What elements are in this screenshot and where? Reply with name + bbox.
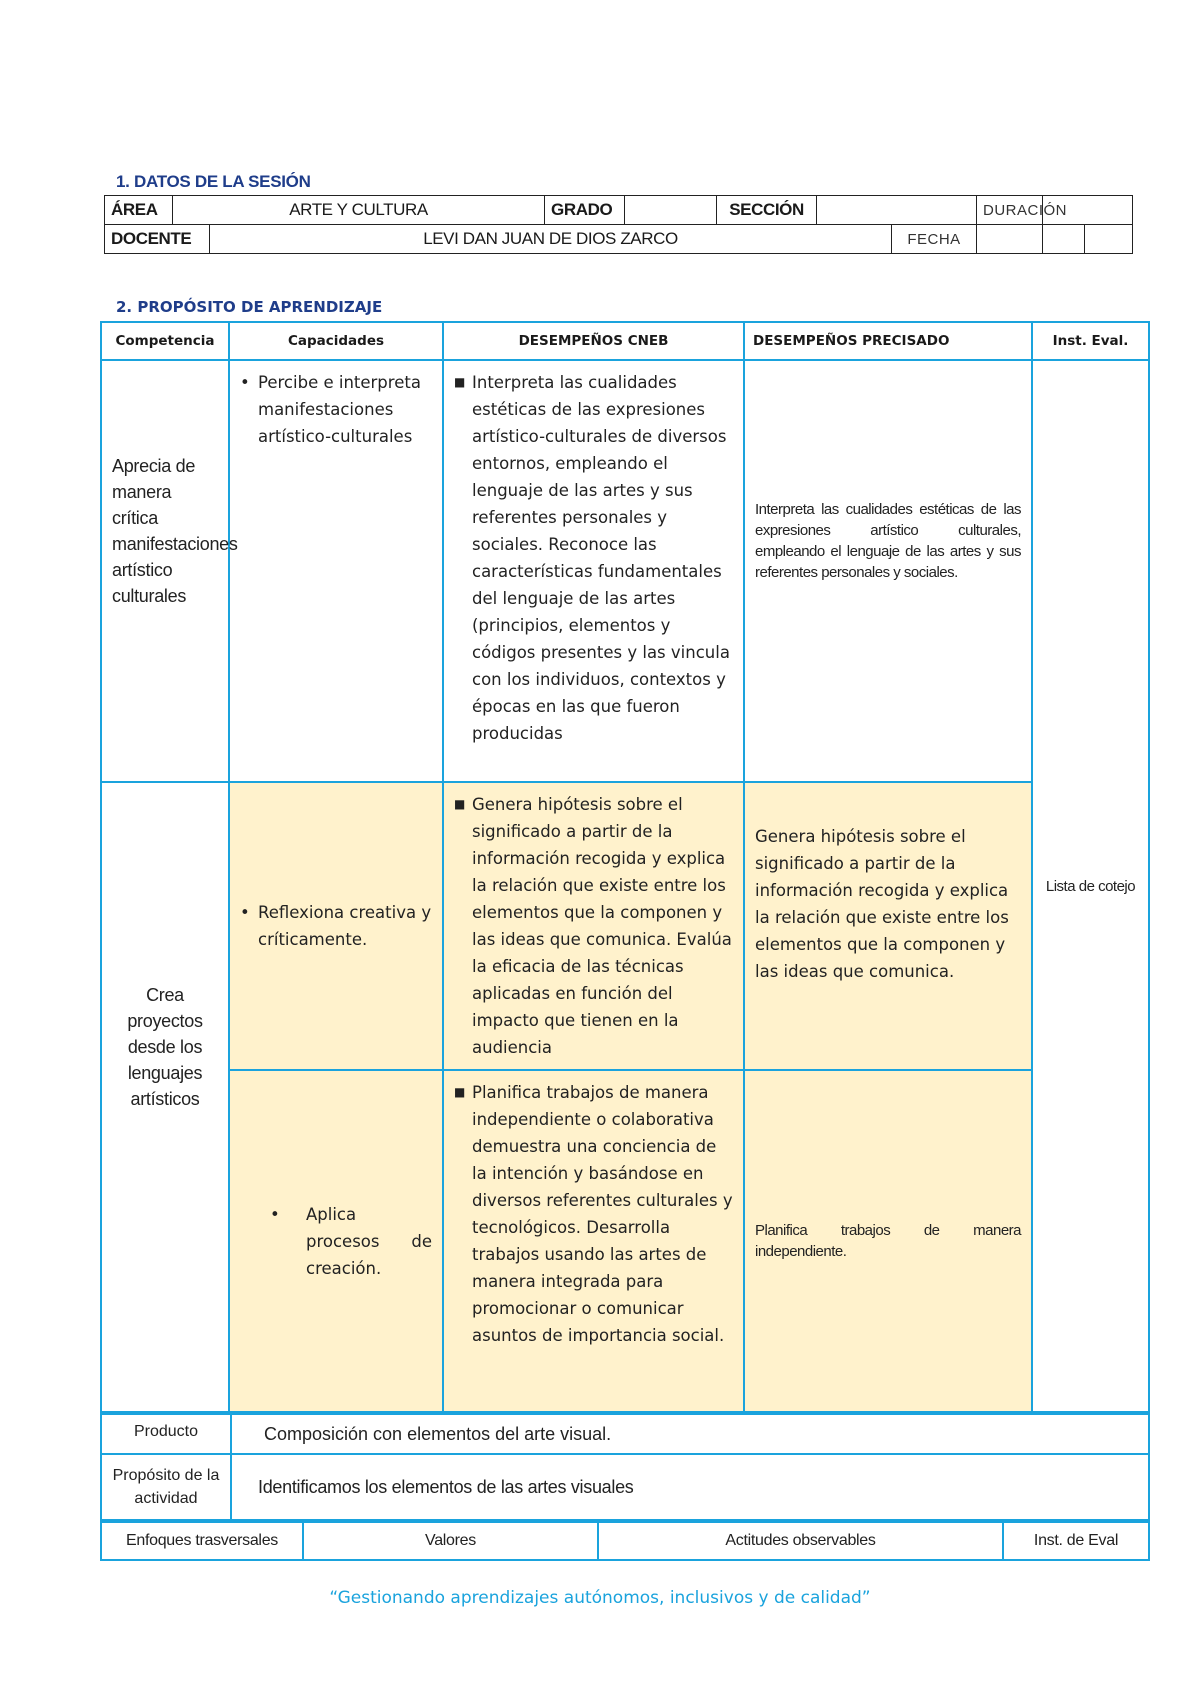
proposito-table <box>100 321 1150 1413</box>
precisado-cell: Interpreta las cualidades estéticas de las expresiones artístico culturales, empleando el lenguaje de las artes y sus referentes personales y sociales. <box>744 360 1032 782</box>
competencia-cell: Crea proyectos desde los lenguajes artísticos <box>101 782 229 1412</box>
seccion-value <box>817 196 977 225</box>
header-capacidades: Capacidades <box>229 322 443 360</box>
header-cneb: DESEMPEÑOS CNEB <box>443 322 744 360</box>
grado-value <box>625 196 717 225</box>
enfoques-table <box>100 1521 1150 1561</box>
header-inst: Inst. Eval. <box>1032 322 1149 360</box>
fecha-year <box>1085 225 1133 254</box>
header-competencia: Competencia <box>101 322 229 360</box>
area-label: ÁREA <box>105 196 173 225</box>
enfoques-header: Enfoques trasversales <box>101 1522 303 1560</box>
precisado-cell: Genera hipótesis sobre el significado a partir de la información recogida y explica la relación que existe entre los elementos que la componen y las ideas que comunica. <box>744 782 1032 1070</box>
precisado-cell: Planifica trabajos de manera independiente. <box>744 1070 1032 1412</box>
list-item: ■ Planifica trabajos de manera independiente o colaborativa demuestra una conciencia de la intención y basándose en diversos referentes culturales y tecnológicos. Desarrolla trabajos usando las artes de manera integrada para promocionar o comunicar asuntos de importancia social. <box>454 1079 733 1349</box>
producto-value: Composición con elementos del arte visual. <box>231 1414 1149 1454</box>
producto-table <box>100 1413 1150 1521</box>
docente-value: LEVI DAN JUAN DE DIOS ZARCO <box>210 225 892 254</box>
list-item: ■ Genera hipótesis sobre el significado a partir de la información recogida y explica la relación que existe entre los elementos que la componen y las ideas que comunica. Evalúa la eficacia de las técnicas aplicadas en función del impacto que tienen en la audiencia <box>454 791 733 1061</box>
list-item: • Aplica procesos de creación. <box>270 1201 432 1282</box>
capacidad-text: Reflexiona creativa y críticamente. <box>258 903 432 949</box>
capacidad-text: Percibe e interpreta manifestaciones artístico-culturales <box>258 373 421 446</box>
actitudes-header: Actitudes observables <box>598 1522 1003 1560</box>
cneb-text: Planifica trabajos de manera independiente o colaborativa demuestra una conciencia de la intención y basándose en diversos referentes culturales y tecnológicos. Desarrolla trabajos usando las artes de manera integrada para promocionar o comunicar asuntos de importancia social. <box>472 1083 733 1345</box>
header-precisado: DESEMPEÑOS PRECISADO <box>744 322 1032 360</box>
list-item: • Reflexiona creativa y críticamente. <box>240 899 432 953</box>
fecha-label: FECHA <box>892 225 977 254</box>
docente-label: DOCENTE <box>105 225 210 254</box>
section-title-datos: 1. DATOS DE LA SESIÓN <box>116 172 311 191</box>
datos-sesion-table <box>104 195 1133 254</box>
inst-eval-cell: Lista de cotejo <box>1032 360 1149 1412</box>
valores-header: Valores <box>303 1522 598 1560</box>
fecha-day <box>977 225 1043 254</box>
proposito-label: Propósito de la actividad <box>101 1454 231 1520</box>
producto-label: Producto <box>101 1414 231 1454</box>
footer-slogan: “Gestionando aprendizajes autónomos, inclusivos y de calidad” <box>329 1588 871 1608</box>
grado-label: GRADO <box>545 196 625 225</box>
proposito-value: Identificamos los elementos de las artes visuales <box>231 1454 1149 1520</box>
capacidad-text: Aplica procesos de creación. <box>306 1204 432 1278</box>
competencia-cell: Aprecia de manera crítica manifestaciones artístico culturales <box>101 360 229 782</box>
list-item: ■ Interpreta las cualidades estéticas de las expresiones artístico-culturales de diversos entornos, empleando el lenguaje de las artes y sus referentes personales y sociales. Reconoce las características fundamentales del lenguaje de las artes (principios, elementos y códigos presentes y las vincula con los individuos, contextos y épocas en las que fueron producidas <box>454 369 733 747</box>
area-value: ARTE Y CULTURA <box>173 196 545 225</box>
duracion-label: DURACIÓN <box>977 196 1043 225</box>
list-item: • Percibe e interpreta manifestaciones artístico-culturales <box>240 369 432 450</box>
cneb-text: Interpreta las cualidades estéticas de las expresiones artístico-culturales de diversos entornos, empleando el lenguaje de las artes y sus referentes personales y sociales. Reconoce las características fundamentales del lenguaje de las artes (principios, elementos y códigos presentes y las vincula con los individuos, contextos y épocas en las que fueron producidas <box>472 373 730 743</box>
inst-eval-header: Inst. de Eval <box>1003 1522 1149 1560</box>
section-title-proposito: 2. PROPÓSITO DE APRENDIZAJE <box>116 298 383 316</box>
cneb-text: Genera hipótesis sobre el significado a partir de la información recogida y explica la relación que existe entre los elementos que la componen y las ideas que comunica. Evalúa la eficacia de las técnicas aplicadas en función del impacto que tienen en la audiencia <box>472 795 732 1057</box>
seccion-label: SECCIÓN <box>717 196 817 225</box>
fecha-month <box>1043 225 1085 254</box>
